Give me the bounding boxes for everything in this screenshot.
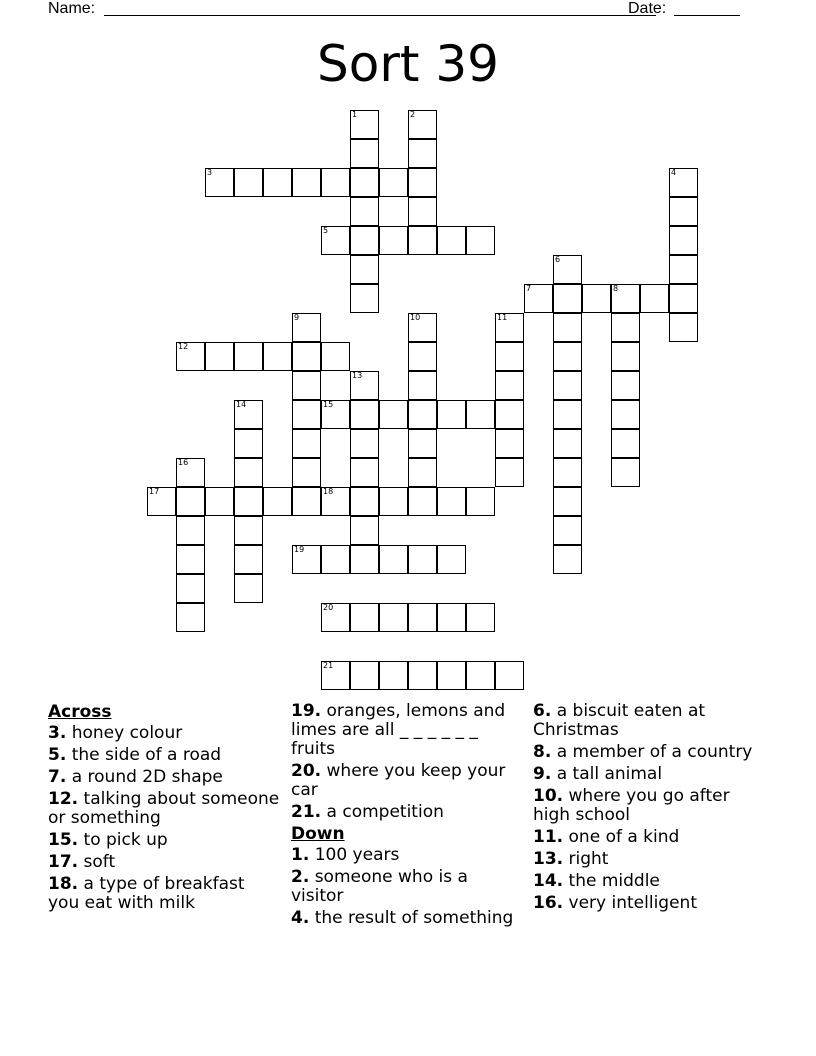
clue-text: someone who is a visitor bbox=[291, 867, 468, 906]
clue-number: 14. bbox=[533, 871, 564, 891]
crossword-cell[interactable] bbox=[466, 487, 495, 516]
crossword-cell[interactable] bbox=[350, 110, 379, 139]
crossword-cell[interactable] bbox=[350, 284, 379, 313]
page-title: Sort 39 bbox=[316, 35, 499, 93]
clue-number: 17. bbox=[48, 852, 79, 872]
crossword-cell[interactable] bbox=[147, 487, 176, 516]
crossword-cell[interactable] bbox=[292, 313, 321, 342]
clue-number: 13. bbox=[533, 849, 564, 869]
crossword-cell[interactable] bbox=[669, 284, 698, 313]
clue-number: 2. bbox=[291, 867, 310, 887]
crossword-cell[interactable] bbox=[408, 342, 437, 371]
crossword-cell[interactable] bbox=[553, 400, 582, 429]
crossword-cell[interactable] bbox=[205, 487, 234, 516]
clue-number: 4. bbox=[291, 908, 310, 928]
crossword-cell[interactable] bbox=[292, 429, 321, 458]
crossword-cell[interactable] bbox=[466, 603, 495, 632]
clue-down-8 bbox=[533, 743, 765, 762]
crossword-cell[interactable] bbox=[611, 458, 640, 487]
crossword-cell[interactable] bbox=[669, 197, 698, 226]
cell-number: 2 bbox=[410, 110, 416, 119]
crossword-cell[interactable] bbox=[408, 487, 437, 516]
clue-number: 7. bbox=[48, 767, 67, 787]
crossword-cell[interactable] bbox=[495, 429, 524, 458]
clue-text: the result of something bbox=[314, 908, 514, 928]
crossword-cell[interactable] bbox=[408, 371, 437, 400]
crossword-cell[interactable] bbox=[234, 458, 263, 487]
crossword-cell[interactable] bbox=[176, 574, 205, 603]
clue-number: 20. bbox=[291, 761, 322, 781]
clue-down-16 bbox=[533, 894, 765, 913]
crossword-cell[interactable] bbox=[495, 400, 524, 429]
crossword-cell[interactable] bbox=[611, 342, 640, 371]
crossword-cell[interactable] bbox=[350, 371, 379, 400]
clue-across-20 bbox=[291, 762, 523, 800]
cell-number: 7 bbox=[526, 284, 532, 293]
cell-number: 19 bbox=[294, 545, 305, 554]
crossword-cell[interactable] bbox=[495, 458, 524, 487]
clue-down-6 bbox=[533, 702, 765, 740]
clue-down-11 bbox=[533, 828, 765, 847]
crossword-cell[interactable] bbox=[408, 458, 437, 487]
clue-text: a round 2D shape bbox=[71, 767, 223, 787]
crossword-cell[interactable] bbox=[553, 429, 582, 458]
clue-across-17 bbox=[48, 853, 280, 872]
crossword-cell[interactable] bbox=[408, 168, 437, 197]
crossword-cell[interactable] bbox=[263, 168, 292, 197]
crossword-cell[interactable] bbox=[437, 603, 466, 632]
crossword-cell[interactable] bbox=[553, 371, 582, 400]
clue-across-19 bbox=[291, 702, 523, 759]
clue-across-15 bbox=[48, 831, 280, 850]
clue-text: very intelligent bbox=[568, 893, 697, 913]
crossword-cell[interactable] bbox=[321, 342, 350, 371]
clue-across-3 bbox=[48, 724, 280, 743]
crossword-cell[interactable] bbox=[379, 487, 408, 516]
crossword-cell[interactable] bbox=[553, 545, 582, 574]
crossword-cell[interactable] bbox=[321, 400, 350, 429]
cell-number: 16 bbox=[178, 458, 189, 467]
crossword-cell[interactable] bbox=[495, 313, 524, 342]
crossword-cell[interactable] bbox=[234, 487, 263, 516]
clue-text: a competition bbox=[326, 802, 444, 822]
cell-number: 8 bbox=[613, 284, 619, 293]
crossword-cell[interactable] bbox=[176, 487, 205, 516]
crossword-cell[interactable] bbox=[466, 400, 495, 429]
cell-number: 12 bbox=[178, 342, 189, 351]
clue-across-5 bbox=[48, 746, 280, 765]
crossword-cell[interactable] bbox=[234, 168, 263, 197]
crossword-cell[interactable] bbox=[234, 516, 263, 545]
clue-down-4 bbox=[291, 909, 523, 928]
crossword-cell[interactable] bbox=[234, 545, 263, 574]
clue-number: 21. bbox=[291, 802, 322, 822]
crossword-cell[interactable] bbox=[408, 313, 437, 342]
crossword-cell[interactable] bbox=[611, 284, 640, 313]
crossword-cell[interactable] bbox=[321, 168, 350, 197]
clue-down-14 bbox=[533, 872, 765, 891]
crossword-cell[interactable] bbox=[495, 342, 524, 371]
crossword-cell[interactable] bbox=[553, 255, 582, 284]
clue-column-1 bbox=[48, 702, 280, 916]
crossword-cell[interactable] bbox=[408, 545, 437, 574]
crossword-cell[interactable] bbox=[292, 545, 321, 574]
crossword-cell[interactable] bbox=[350, 545, 379, 574]
clue-number: 12. bbox=[48, 789, 79, 809]
crossword-cell[interactable] bbox=[350, 458, 379, 487]
crossword-cell[interactable] bbox=[437, 400, 466, 429]
crossword-cell[interactable] bbox=[234, 574, 263, 603]
crossword-cell[interactable] bbox=[176, 342, 205, 371]
clue-text: a tall animal bbox=[556, 764, 663, 784]
crossword-cell[interactable] bbox=[350, 255, 379, 284]
crossword-cell[interactable] bbox=[611, 400, 640, 429]
date-label: Date: bbox=[628, 0, 667, 17]
crossword-cell[interactable] bbox=[408, 110, 437, 139]
crossword-cell[interactable] bbox=[553, 313, 582, 342]
crossword-cell[interactable] bbox=[350, 226, 379, 255]
crossword-cell[interactable] bbox=[205, 342, 234, 371]
clue-number: 18. bbox=[48, 874, 79, 894]
clue-text: oranges, lemons and limes are all _ _ _ _ _ _ fruits bbox=[291, 701, 506, 759]
clue-across-18 bbox=[48, 875, 280, 913]
clue-down-1 bbox=[291, 846, 523, 865]
clue-down-9 bbox=[533, 765, 765, 784]
crossword-cell[interactable] bbox=[292, 342, 321, 371]
crossword-cell[interactable] bbox=[553, 342, 582, 371]
clue-number: 16. bbox=[533, 893, 564, 913]
crossword-cell[interactable] bbox=[611, 429, 640, 458]
crossword-cell[interactable] bbox=[408, 197, 437, 226]
crossword-cell[interactable] bbox=[292, 458, 321, 487]
clue-text: the side of a road bbox=[71, 745, 222, 765]
clue-number: 10. bbox=[533, 786, 564, 806]
cell-number: 1 bbox=[352, 110, 358, 119]
crossword-cell[interactable] bbox=[350, 603, 379, 632]
clue-number: 6. bbox=[533, 701, 552, 721]
crossword-cell[interactable] bbox=[669, 255, 698, 284]
crossword-cell[interactable] bbox=[350, 139, 379, 168]
cell-number: 10 bbox=[410, 313, 421, 322]
clue-text: talking about someone or something bbox=[48, 789, 280, 828]
crossword-cell[interactable] bbox=[292, 487, 321, 516]
crossword-cell[interactable] bbox=[611, 371, 640, 400]
clue-across-7 bbox=[48, 768, 280, 787]
crossword-cell[interactable] bbox=[292, 168, 321, 197]
cell-number: 11 bbox=[497, 313, 508, 322]
crossword-cell[interactable] bbox=[176, 516, 205, 545]
clue-text: a type of breakfast you eat with milk bbox=[48, 874, 245, 913]
clue-column-3 bbox=[533, 702, 765, 916]
crossword-cell[interactable] bbox=[176, 458, 205, 487]
clue-down-13 bbox=[533, 850, 765, 869]
crossword-cell[interactable] bbox=[321, 487, 350, 516]
clue-number: 9. bbox=[533, 764, 552, 784]
crossword-cell[interactable] bbox=[234, 400, 263, 429]
crossword-cell[interactable] bbox=[524, 284, 553, 313]
crossword-cell[interactable] bbox=[321, 661, 350, 690]
clue-down-2 bbox=[291, 868, 523, 906]
crossword-cell[interactable] bbox=[292, 371, 321, 400]
crossword-cell[interactable] bbox=[408, 226, 437, 255]
clue-text: right bbox=[568, 849, 609, 869]
crossword-cell[interactable] bbox=[292, 400, 321, 429]
cell-number: 14 bbox=[236, 400, 247, 409]
crossword-cell[interactable] bbox=[379, 603, 408, 632]
crossword-cell[interactable] bbox=[437, 661, 466, 690]
crossword-cell[interactable] bbox=[350, 487, 379, 516]
crossword-cell[interactable] bbox=[553, 487, 582, 516]
crossword-cell[interactable] bbox=[263, 342, 292, 371]
name-label: Name: bbox=[48, 0, 96, 17]
crossword-cell[interactable] bbox=[553, 458, 582, 487]
crossword-cell[interactable] bbox=[408, 400, 437, 429]
crossword-cell[interactable] bbox=[205, 168, 234, 197]
clue-number: 8. bbox=[533, 742, 552, 762]
clue-number: 19. bbox=[291, 701, 322, 721]
crossword-cell[interactable] bbox=[408, 661, 437, 690]
crossword-cell[interactable] bbox=[234, 429, 263, 458]
crossword-cell[interactable] bbox=[553, 284, 582, 313]
crossword-cell[interactable] bbox=[321, 226, 350, 255]
clue-across-12 bbox=[48, 790, 280, 828]
clue-text: one of a kind bbox=[568, 827, 680, 847]
crossword-cell[interactable] bbox=[321, 545, 350, 574]
cell-number: 18 bbox=[323, 487, 334, 496]
clue-text: where you go after high school bbox=[533, 786, 730, 825]
crossword-cell[interactable] bbox=[466, 661, 495, 690]
crossword-cell[interactable] bbox=[379, 226, 408, 255]
clue-number: 3. bbox=[48, 723, 67, 743]
crossword-cell[interactable] bbox=[495, 371, 524, 400]
crossword-cell[interactable] bbox=[669, 313, 698, 342]
cell-number: 4 bbox=[671, 168, 677, 177]
cell-number: 3 bbox=[207, 168, 213, 177]
clue-number: 5. bbox=[48, 745, 67, 765]
crossword-cell[interactable] bbox=[350, 429, 379, 458]
clue-number: 11. bbox=[533, 827, 564, 847]
crossword-cell[interactable] bbox=[669, 226, 698, 255]
cell-number: 17 bbox=[149, 487, 160, 496]
crossword-cell[interactable] bbox=[176, 545, 205, 574]
crossword-cell[interactable] bbox=[437, 226, 466, 255]
clue-number: 1. bbox=[291, 845, 310, 865]
clue-down-10 bbox=[533, 787, 765, 825]
clue-text: a biscuit eaten at Christmas bbox=[533, 701, 706, 740]
crossword-cell[interactable] bbox=[350, 661, 379, 690]
cell-number: 20 bbox=[323, 603, 334, 612]
crossword-cell[interactable] bbox=[640, 284, 669, 313]
crossword-cell[interactable] bbox=[408, 429, 437, 458]
crossword-cell[interactable] bbox=[176, 603, 205, 632]
clue-text: 100 years bbox=[314, 845, 400, 865]
crossword-cell[interactable] bbox=[350, 197, 379, 226]
crossword-cell[interactable] bbox=[379, 168, 408, 197]
clue-text: a member of a country bbox=[556, 742, 753, 762]
cell-number: 5 bbox=[323, 226, 329, 235]
crossword-cell[interactable] bbox=[379, 400, 408, 429]
cell-number: 21 bbox=[323, 661, 334, 670]
crossword-cell[interactable] bbox=[321, 603, 350, 632]
clue-text: the middle bbox=[568, 871, 660, 891]
crossword-cell[interactable] bbox=[495, 661, 524, 690]
down-heading: Down bbox=[291, 824, 345, 844]
clue-text: where you keep your car bbox=[291, 761, 506, 800]
crossword-cell[interactable] bbox=[379, 661, 408, 690]
crossword-cell[interactable] bbox=[350, 168, 379, 197]
cell-number: 9 bbox=[294, 313, 300, 322]
across-heading: Across bbox=[48, 702, 112, 722]
crossword-cell[interactable] bbox=[408, 603, 437, 632]
crossword-cell[interactable] bbox=[466, 226, 495, 255]
crossword-cell[interactable] bbox=[350, 400, 379, 429]
clue-text: honey colour bbox=[71, 723, 183, 743]
clue-number: 15. bbox=[48, 830, 79, 850]
crossword-cell[interactable] bbox=[553, 516, 582, 545]
clue-column-2 bbox=[291, 702, 523, 931]
cell-number: 6 bbox=[555, 255, 561, 264]
cell-number: 13 bbox=[352, 371, 363, 380]
crossword-cell[interactable] bbox=[437, 487, 466, 516]
crossword-cell[interactable] bbox=[437, 545, 466, 574]
clue-across-21 bbox=[291, 803, 523, 822]
crossword-cell[interactable] bbox=[611, 313, 640, 342]
crossword-cell[interactable] bbox=[350, 516, 379, 545]
crossword-cell[interactable] bbox=[263, 487, 292, 516]
crossword-cell[interactable] bbox=[234, 342, 263, 371]
cell-number: 15 bbox=[323, 400, 334, 409]
crossword-cell[interactable] bbox=[408, 139, 437, 168]
crossword-cell[interactable] bbox=[669, 168, 698, 197]
clue-text: to pick up bbox=[83, 830, 168, 850]
clue-text: soft bbox=[83, 852, 116, 872]
crossword-cell[interactable] bbox=[582, 284, 611, 313]
crossword-cell[interactable] bbox=[379, 545, 408, 574]
